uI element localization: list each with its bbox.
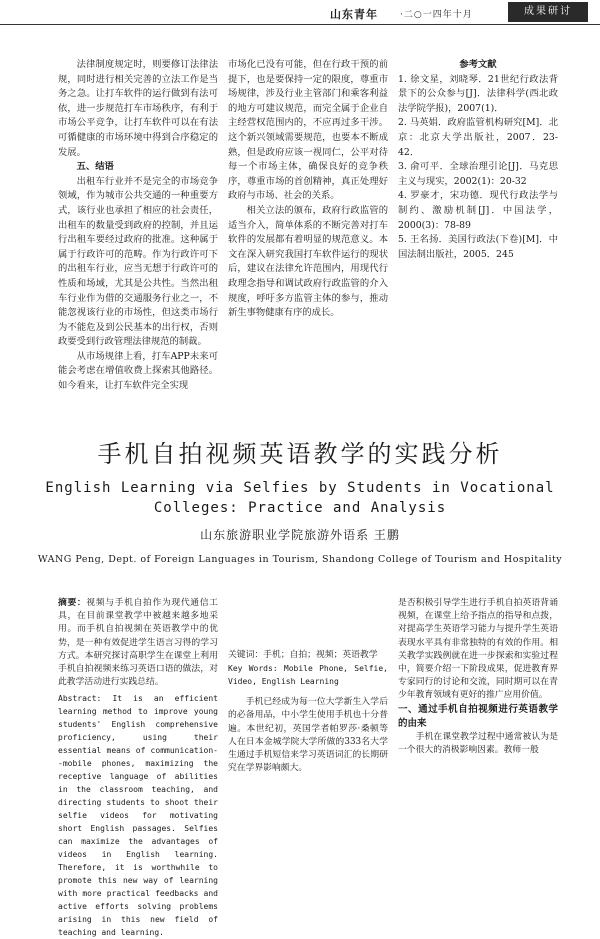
reference-item: 1. 徐文星，刘晓琴．21世纪行政法背景下的公众参与[J]．法律科学(西北政法学院学报)，2007(1)． — [398, 73, 558, 114]
paragraph: 出租车行业并不是完全的市场竞争领域，作为城市公共交通的一种重要方式，该行业也承担了相应的社会责任，出租车的数量受到政府的控制，并且运行出租车要经过政府的批准。这种属于属于行政许可的范畴。作为行政许可下的出租车行业，应当无想于行政许可的性质和场域，尤其是公共性。当然出租车行业作为借的交通服务行业之一，不能忽视该行业的市场性，但这类市场行为不能危及到公民基本的出行权，否则政要受到行政管理法律规范的制裁。 — [58, 175, 218, 348]
paragraph: 相关立法的颁布，政府行政监管的适当介入，简单体系的不断完善对打车软件的发展都有着明显的规范意义。本文在深入研究我国打车软件运行的现状后，建议在法律允许范围内，用现代行政理念指导和调试政府行政监管的介入规度，呼吁多方监管主体的参与，推动新生事物健康有序的成长。 — [228, 204, 388, 319]
paragraph: 市场化已没有可能，但在行政干预的前提下，也是要保持一定的限度，尊重市场规律，涉及行业主管部门和乘客利益的地方可建议规范，而完全属于企业自主经营权范围内的，不应再过多干涉。这个新兴领域需要规范，也要本不断成熟，但是政府应该一视同仁，公平对待每一个市场主体，确保良好的竞争秩序，尊重市场的首创精神，真正处理好政府与市场、社会的关系。 — [228, 59, 388, 202]
references — [398, 58, 558, 262]
section-title: 一、通过手机自拍视频进行英语教学的由来 — [398, 703, 558, 729]
body-col3 — [398, 597, 558, 757]
author-en: WANG Peng, Dept. of Foreign Languages in Tourism, Shandong College of Tourism and Hospitality — [37, 554, 563, 565]
reference-item: 3. 俞可平．全球治理引论[J]．马克思主义与现实，2002(1)：20-32 — [398, 161, 558, 187]
reference-item: 2. 马英娟．政府监管机构研究[M]．北京：北京大学出版社，2007．23-42． — [398, 117, 558, 158]
article-title-en: English Learning via Selfies by Students in Vocational Colleges: Practice and Analysis — [45, 480, 555, 516]
author-cn: 山东旅游职业学院旅游外语系 王鹏 — [200, 528, 400, 542]
prev-article-col1 — [58, 58, 218, 394]
paragraph: 是否积极引导学生进行手机自拍英语背诵视频，在课堂上给予指点的指导和点拨，对提高学生英语学习能力与提升学生英语表现水平具有非常独特的有效的作用。相关教学实践例就在进一步探索和实验过程中，简要介绍一下阶段成果，促进教育界专家同行的讨论和交流，同时期可以在青少年教育领域有更好的推广应用价值。 — [398, 598, 558, 701]
intro-paragraph: 手机已经成为每一位大学新生入学后的必备用品，中小学生使用手机也十分普遍。本世纪初，英国学者帕罗莎·桑顿等人在日本金城学院大学所做的333名大学生通过手机短信来学习英语词汇的长期研究在学界影响颇大。 — [228, 697, 388, 774]
reference-item: 5. 王名扬．美国行政法(下卷)[M]．中国法制出版社，2005．245 — [398, 234, 558, 260]
keywords-intro-col — [228, 597, 388, 775]
abstract-cn — [58, 597, 218, 689]
page-header — [0, 0, 600, 30]
journal-name: 山东青年 — [330, 8, 378, 21]
reference-item: 4. 罗豪才，宋功德．现代行政法学与制约、激励机制[J]．中国法学，2000(3)：78-89 — [398, 190, 558, 231]
section-heading: 五、结语 — [76, 161, 114, 173]
section-banner: 成果研讨 — [508, 2, 588, 22]
issue-date: ·二○一四年十月 — [400, 10, 473, 20]
article-title-cn: 手机自拍视频英语教学的实践分析 — [97, 440, 503, 468]
abstract-col — [58, 597, 218, 939]
header-rule — [0, 24, 600, 25]
references-title: 参考文献 — [459, 59, 497, 70]
prev-article-col2 — [228, 58, 388, 321]
keywords-cn: 关键词：手机；自拍；视频；英语教学 — [228, 650, 378, 660]
abstract-label: 摘要： — [58, 598, 87, 608]
abstract-cn-text: 视频与手机自拍作为现代通信工具，在目前课堂教学中被越来越多地采用。而手机自拍视频在英语教学中的优势，是一种有效促进学生语言习得的学习方式。本研究探讨高职学生在课堂上利用手机自拍视频来练习英语口语的做法，对此教学活动进行实践总结。 — [58, 598, 218, 688]
paragraph: 手机在课堂教学过程中通常被认为是一个很大的消极影响因素。教师一般 — [398, 731, 558, 755]
keywords-en: Key Words: Mobile Phone, Selfie, Video, English Learning — [228, 664, 388, 687]
paragraph: 从市场规律上看，打车APP未来可能会考虑在增值收费上探索其他路径。 如今看来，让打车软件完全实现 — [58, 350, 218, 392]
abstract-en: Abstract: It is an efficient learning method to improve young students' English comprehensive proficiency, using their essential means of communication--mobile phones, maximizing the receptive language of abilities in the classroom teaching, and directing students to shoot their selfie videos for motivating short English passages. Selfies can maximize the advantages of videos in English learning. Therefore, it is worthwhile to promote this new way of learning with more practical feedbacks and active efforts solving problems arising in this new field of teaching and learning. — [58, 694, 218, 938]
paragraph: 法律制度规定时，则要修订法律法规，同时进行相关完善的立法工作是当务之急。让打车软件的运行做到有法可依，进一步规范打车市场秩序，有利于市场公平竞争，让打车软件可以在有法可循健康的市场环境中得到合序稳定的发展。 — [58, 59, 218, 158]
